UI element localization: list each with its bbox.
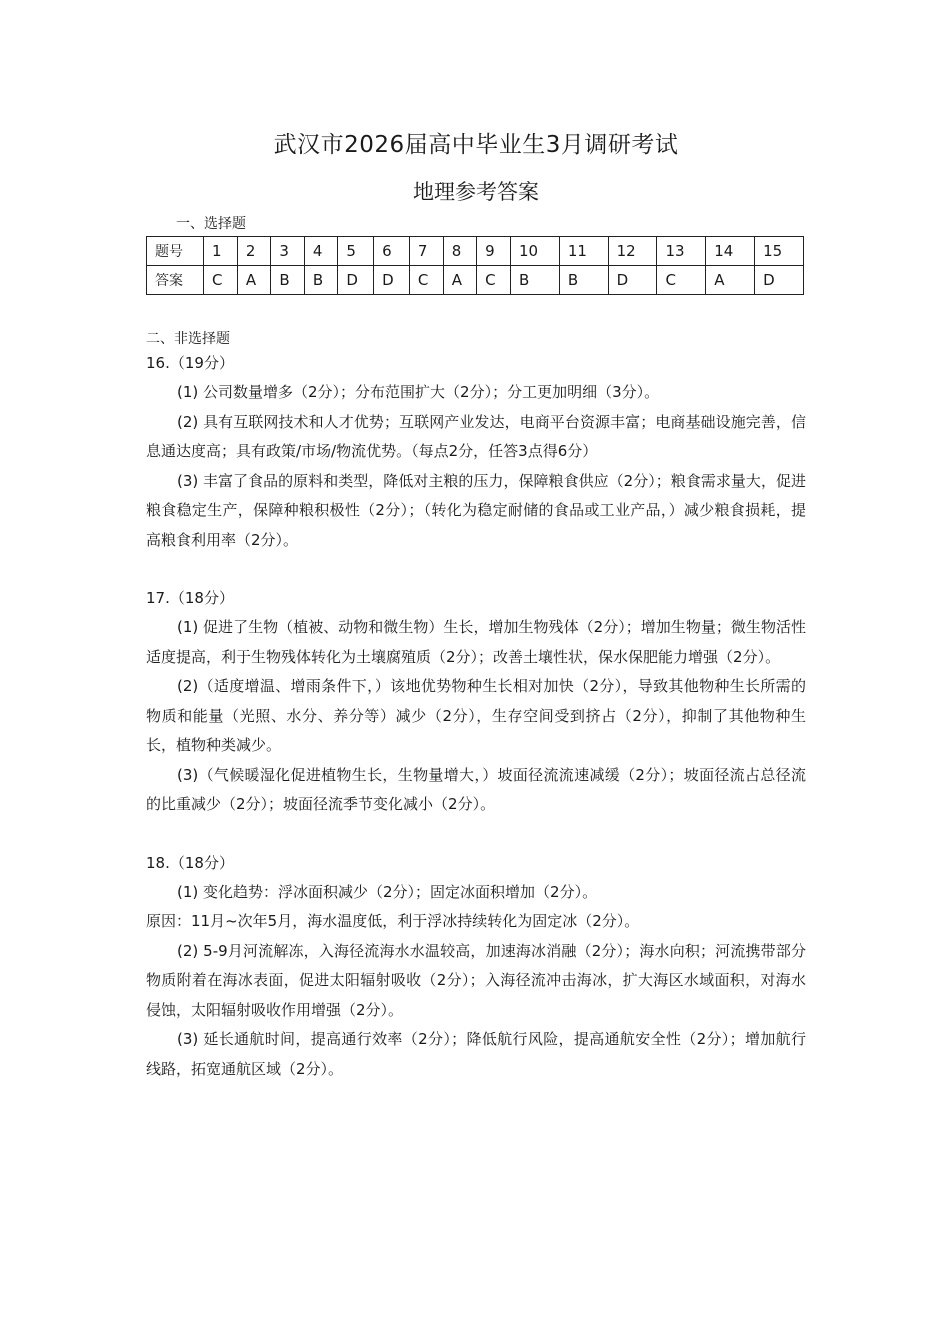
question-18-heading: 18.（18分）	[146, 853, 234, 872]
row-label-numbers: 题号	[147, 237, 204, 266]
question-number-cell: 4	[304, 237, 338, 266]
table-row-answers	[147, 266, 804, 295]
question-number-cell: 15	[755, 237, 804, 266]
question-number-cell: 14	[706, 237, 755, 266]
page-title: 武汉市2026届高中毕业生3月调研考试	[273, 132, 679, 158]
question-number-cell: 9	[477, 237, 511, 266]
answer-paragraph: (2)（适度增温、增雨条件下，）该地优势物种生长相对加快（2分），导致其他物种生长所需的物质和能量（光照、水分、养分等）减少（2分），生存空间受到挤占（2分），抑制了其他物种生长，植物种类减少。	[146, 677, 806, 754]
question-number-cell: 11	[559, 237, 608, 266]
answer-cell: B	[271, 266, 305, 295]
answer-paragraph: (3) 丰富了食品的原料和类型，降低对主粮的压力，保障粮食供应（2分）；粮食需求量大，促进粮食稳定生产，保障种粮积极性（2分）；（转化为稳定耐储的食品或工业产品，）减少粮食损耗，提高粮食利用率（2分）。	[146, 471, 806, 549]
answer-cell: A	[443, 266, 476, 295]
question-number-cell: 7	[409, 237, 443, 266]
answer-cell: B	[304, 266, 338, 295]
answer-cell: B	[559, 266, 608, 295]
question-number-cell: 2	[237, 237, 270, 266]
question-number-cell: 8	[443, 237, 476, 266]
question-number-cell: 5	[338, 237, 374, 266]
answer-paragraph: (1) 公司数量增多（2分）；分布范围扩大（2分）；分工更加明细（3分）。	[177, 383, 660, 401]
answer-cell: C	[477, 266, 511, 295]
question-16	[146, 349, 806, 555]
spacer	[146, 820, 806, 849]
answer-cell: A	[706, 266, 755, 295]
answer-paragraph: (1) 促进了生物（植被、动物和微生物）生长，增加生物残体（2分）；增加生物量；微生物活性适度提高，利于生物残体转化为土壤腐殖质（2分）；改善土壤性状，保水保肥能力增强（2分）。	[146, 618, 806, 666]
answer-cell: B	[511, 266, 560, 295]
answer-cell: C	[204, 266, 238, 295]
question-number-cell: 13	[657, 237, 706, 266]
question-17	[146, 584, 806, 820]
question-number-cell: 1	[204, 237, 238, 266]
question-number-cell: 6	[374, 237, 410, 266]
question-number-cell: 10	[511, 237, 560, 266]
answer-paragraph: (3)（气候暖湿化促进植物生长，生物量增大，）坡面径流流速减缓（2分）；坡面径流占总径流的比重减少（2分）；坡面径流季节变化减小（2分）。	[146, 765, 806, 813]
section-one-heading: 一、选择题	[176, 216, 246, 232]
question-16-heading: 16.（19分）	[146, 354, 234, 372]
answer-paragraph: (3) 延长通航时间，提高通行效率（2分）；降低航行风险，提高通航安全性（2分）；增加航行线路，拓宽通航区域（2分）。	[146, 1030, 806, 1078]
answer-paragraph: (2) 具有互联网技术和人才优势；互联网产业发达，电商平台资源丰富；电商基础设施完善，信息通达度高；具有政策/市场/物流优势。（每点2分，任答3点得6分）	[146, 412, 806, 460]
question-17-heading: 17.（18分）	[146, 589, 234, 607]
row-label-answers: 答案	[147, 266, 204, 295]
section-two-heading: 二、非选择题	[146, 331, 230, 347]
answer-paragraph: (1) 变化趋势：浮冰面积减少（2分）；固定冰面积增加（2分）。	[177, 882, 598, 901]
answer-cell: C	[657, 266, 706, 295]
page-subtitle: 地理参考答案	[413, 180, 539, 204]
spacer	[146, 555, 806, 584]
answer-cell: A	[237, 266, 270, 295]
answer-paragraph: (2) 5-9月河流解冻，入海径流海水水温较高，加速海冰消融（2分）；海水向积；河流携带部分物质附着在海冰表面，促进太阳辐射吸收（2分）；入海径流冲击海冰，扩大海区水域面积，对海水侵蚀，太阳辐射吸收作用增强（2分）。	[146, 941, 806, 1019]
table-row-numbers	[147, 237, 804, 266]
question-18	[146, 849, 806, 1085]
question-number-cell: 3	[271, 237, 305, 266]
answer-cell: C	[409, 266, 443, 295]
answer-paragraph: 原因：11月~次年5月，海水温度低，利于浮冰持续转化为固定冰（2分）。	[146, 912, 640, 930]
answer-cell: D	[755, 266, 804, 295]
answer-cell: D	[338, 266, 374, 295]
answer-document	[146, 128, 806, 1084]
answer-cell: D	[374, 266, 410, 295]
question-number-cell: 12	[608, 237, 657, 266]
answer-cell: D	[608, 266, 657, 295]
answer-table	[146, 236, 804, 295]
